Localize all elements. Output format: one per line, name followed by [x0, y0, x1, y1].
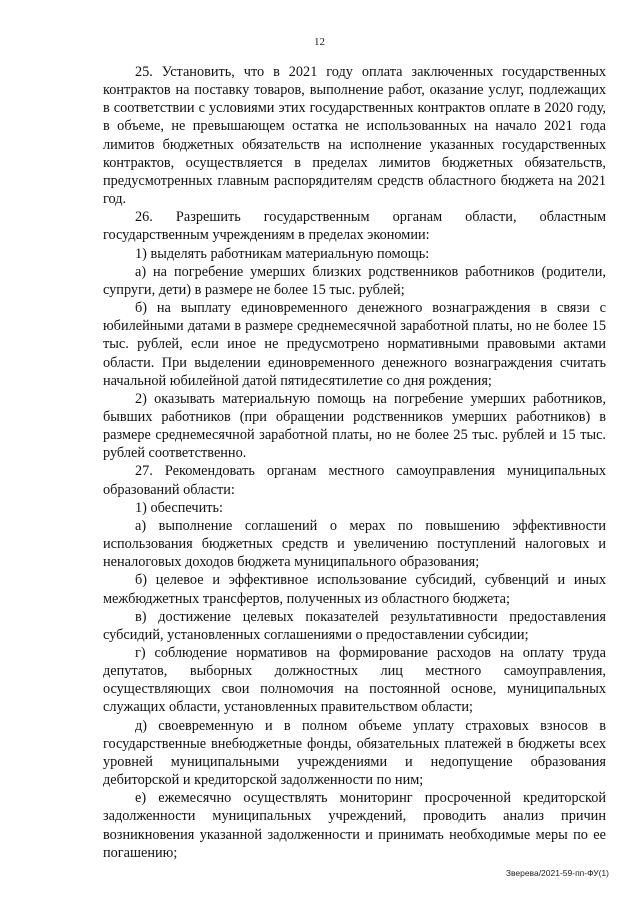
paragraph-subitem-27-1e: е) ежемесячно осуществлять мониторинг просроченной кредиторской задолженности муниципальных учреждений, проводить анализ причин возникновения указанной задолженности и принимать необходимые меры по ее погашению;: [103, 790, 606, 861]
paragraph-subitem-27-1b: б) целевое и эффективное использование субсидий, субвенций и иных межбюджетных трансфертов, полученных из областного бюджета;: [103, 572, 606, 607]
paragraph-subitem-27-1g: г) соблюдение нормативов на формирование расходов на оплату труда депутатов, выборных должностных лиц местного самоуправления, осуществляющих свои полномочия на постоянной основе, муниципальных служащих области, установленных правительством области;: [103, 645, 606, 716]
paragraph-subitem-26-1: 1) выделять работникам материальную помощь:: [135, 245, 430, 262]
paragraph-item-27: 27. Рекомендовать органам местного самоуправления муниципальных образований области:: [103, 463, 606, 498]
paragraph-subitem-27-1v: в) достижение целевых показателей результативности предоставления субсидий, установленных соглашениями о предоставлении субсидии;: [103, 608, 606, 643]
paragraph-subitem-26-2: 2) оказывать материальную помощь на погребение умерших работников, бывших работников (при обращении родственников умерших работников) в размере среднемесячной заработной платы, но не более 25 тыс. рублей и 15 тыс. рублей соответственно.: [103, 390, 606, 462]
document-body: [103, 63, 606, 862]
paragraph-subitem-27-1a: а) выполнение соглашений о мерах по повышению эффективности использования бюджетных средств и увеличению поступлений налоговых и неналоговых доходов бюджета муниципального образования;: [103, 517, 606, 571]
paragraph-item-26: 26. Разрешить государственным органам области, областным государственным учреждениям в пределах экономии:: [103, 209, 606, 244]
paragraph-subitem-26-1a: а) на погребение умерших близких родственников работников (родители, супруги, дети) в размере не более 15 тыс. рублей;: [103, 263, 606, 298]
paragraph-subitem-26-1b: б) на выплату единовременного денежного вознаграждения в связи с юбилейными датами в размере среднемесячной заработной платы, но не более 15 тыс. рублей, если иное не предусмотрено нормативными правовыми актами области. При выделении единовременного денежного вознаграждения считать начальной юбилейной датой пятидесятилетие со дня рождения;: [103, 300, 606, 389]
paragraph-subitem-27-1d: д) своевременную и в полном объеме уплату страховых взносов в государственные внебюджетные фонды, обязательных платежей в бюджеты всех уровней муниципальными учреждениями и недопущение образования дебиторской и кредиторской задолженности по ним;: [103, 717, 606, 789]
footer-document-code: Зверева/2021-59-пп-ФУ(1): [505, 868, 609, 878]
paragraph-item-25: 25. Установить, что в 2021 году оплата заключенных государственных контрактов на поставку товаров, выполнение работ, оказание услуг, подлежащих в соответствии с условиями этих государственных контрактов оплате в 2020 году, в объеме, не превышающем остатка не использованных на начало 2021 года лимитов бюджетных обязательств на исполнение указанных государственных контрактов, осуществляется в пределах лимитов бюджетных обязательств, предусмотренных главным распорядителям средств областного бюджета на 2021 год.: [103, 64, 606, 208]
page-number: 12: [314, 36, 325, 48]
paragraph-subitem-27-1: 1) обеспечить:: [135, 499, 223, 516]
